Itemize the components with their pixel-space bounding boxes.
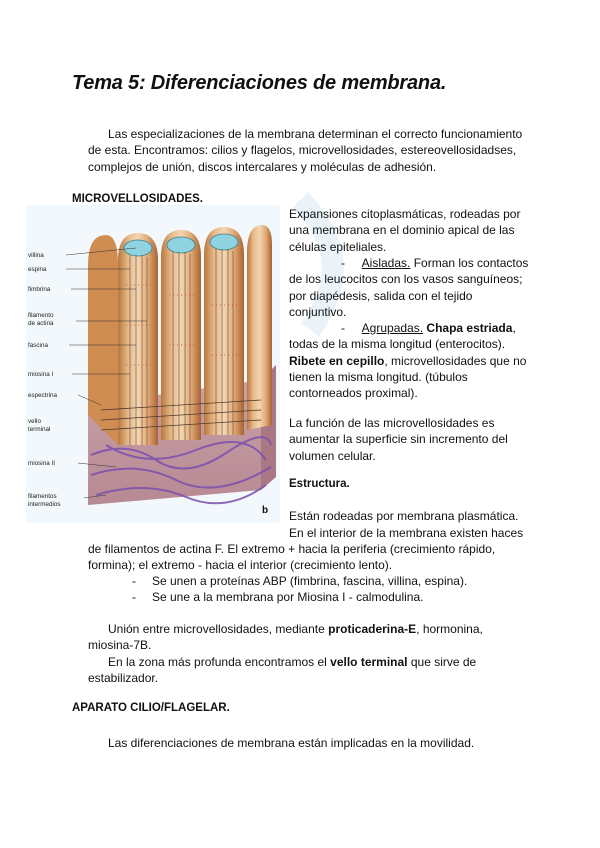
zona-paragraph: [88, 654, 498, 687]
union-post: , hormonina, miosina-7B.: [88, 622, 483, 653]
zona-pre: En la zona más profunda encontramos el: [108, 655, 331, 669]
list-dash: -: [132, 590, 136, 605]
union-paragraph: [88, 621, 498, 654]
estructura-line-1: Están rodeadas por membrana plasmática.: [289, 509, 519, 523]
aisladas-item: [289, 255, 529, 320]
panel-letter: b: [262, 505, 269, 516]
zona-post: que sirve de estabilizador.: [88, 655, 477, 686]
label-villina: villina: [28, 252, 44, 259]
label-filamento-2: de actina: [28, 320, 54, 327]
microvilli-figure: [26, 205, 280, 523]
list-item: [132, 589, 532, 605]
label-espina: espina: [28, 266, 47, 273]
label-miosina-ii: miosina II: [28, 460, 55, 467]
estructura-line-2: En el interior de la membrana existen haces: [289, 526, 524, 540]
label-filamentos-2: intermedios: [28, 501, 61, 508]
estructura-continuation: de filamentos de actina F. El extremo + hacia la periferia (crecimiento rápido, formina); el extremo - hacia el interior (crecimiento lento).: [88, 542, 496, 573]
label-vello-2: terminal: [28, 426, 51, 433]
chapa-estriada: Chapa estriada: [426, 321, 513, 335]
union-pre: Unión entre microvellosidades, mediante: [108, 622, 329, 636]
abp-list: [132, 573, 532, 606]
microvellosidades-heading: MICROVELLOSIDADES.: [72, 193, 203, 205]
list-item-text: Se une a la membrana por Miosina I - calmodulina.: [152, 590, 424, 605]
list-dash: -: [132, 574, 136, 588]
function-paragraph: La función de las microvellosidades es aumentar la superficie sin incremento del volumen celular.: [289, 416, 508, 463]
agrupadas-dash: -: [341, 321, 345, 335]
agrupadas-item: [289, 320, 529, 401]
cilio-paragraph: Las diferenciaciones de membrana están implicadas en la movilidad.: [108, 736, 475, 750]
estructura-heading: Estructura.: [289, 478, 350, 490]
label-vello-1: vello: [28, 418, 41, 425]
aisladas-dash: -: [341, 256, 345, 270]
proticaderina-e: proticaderina-E: [328, 622, 417, 636]
ribete-en-cepillo: Ribete en cepillo: [289, 353, 385, 368]
vello-terminal: vello terminal: [330, 655, 408, 669]
label-fascina: fascina: [28, 342, 48, 349]
aisladas-text: Forman los contactos de los leucocitos con los vasos sanguíneos; por diapédesis, salida con el tejido conjuntivo.: [289, 256, 529, 319]
microvellosidades-description: Expansiones citoplasmáticas, rodeadas por una membrana en el dominio apical de las células epiteliales.: [289, 207, 521, 254]
cilio-heading: APARATO CILIO/FLAGELAR.: [72, 702, 230, 714]
agrupadas-text-2: , microvellosidades que no tienen la misma longitud. (túbulos contorneados proximal).: [289, 353, 527, 401]
label-espectrina: espectrina: [28, 392, 58, 399]
list-item-text: Se unen a proteínas ABP (fimbrina, fascina, villina, espina).: [152, 574, 468, 588]
label-filamentos-1: filamentos: [28, 493, 57, 500]
page-title: Tema 5: Diferenciaciones de membrana.: [72, 72, 447, 94]
list-item: [132, 573, 532, 589]
intro-paragraph: Las especializaciones de la membrana determinan el correcto funcionamiento de esta. Encontramos: cilios y flagelos, microvellosidades, estereovellosidadses, complejos de unión, discos intercalares y moléculas de adhesión.: [88, 127, 523, 174]
agrupadas-label: Agrupadas.: [361, 321, 424, 335]
microvilli-illustration: [26, 205, 280, 523]
label-miosina-i: miosina I: [28, 371, 54, 378]
label-fimbrina: fimbrina: [28, 286, 51, 293]
aisladas-label: Aisladas.: [361, 256, 411, 270]
label-filamento-1: filamento: [28, 312, 54, 319]
agrupadas-text-1: , todas de la misma longitud (enterocitos).: [289, 321, 516, 352]
